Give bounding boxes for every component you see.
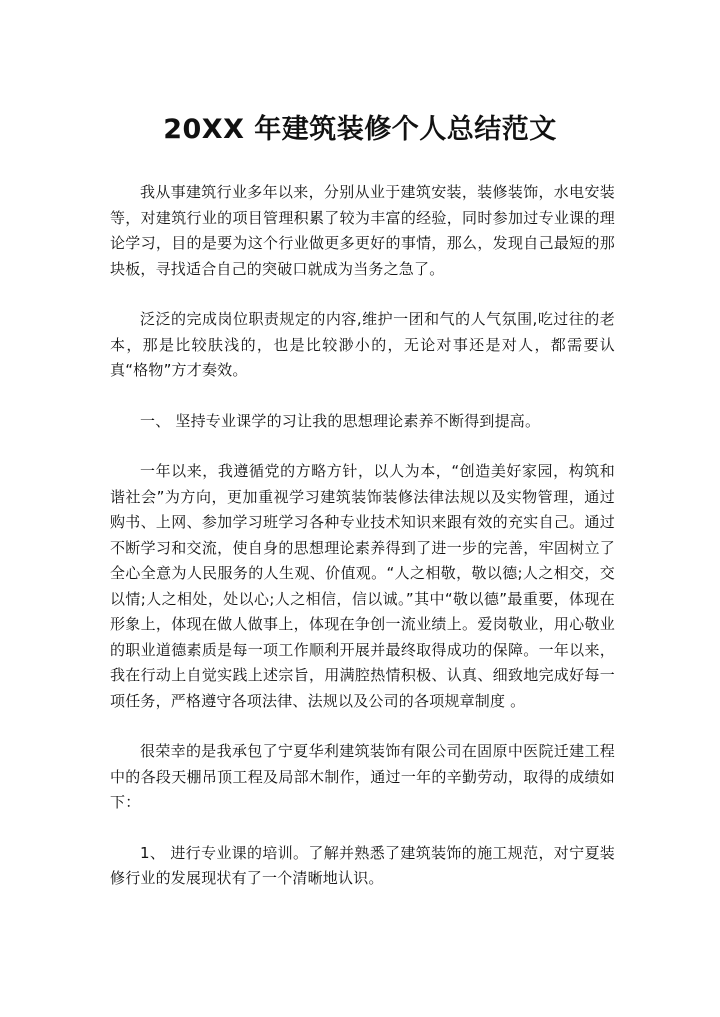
paragraph-intro: 我从事建筑行业多年以来，分别从业于建筑安装，装修装饰，水电安装等，对建筑行业的项目管理积累了较为丰富的经验，同时参加过专业课的理论学习，目的是要为这个行业做更多更好的事情，那么，发现自己最短的那块板，寻找适合自己的突破口就成为当务之急了。 bbox=[110, 183, 615, 278]
list-item-one: 1、 进行专业课的培训。了解并熟悉了建筑装饰的施工规范，对宁夏装修行业的发展现状有了一个清晰地认识。 bbox=[110, 843, 615, 887]
section-heading-one: 一、 坚持专业课学的习让我的思想理论素养不断得到提高。 bbox=[140, 411, 541, 430]
paragraph-project: 很荣幸的是我承包了宁夏华利建筑装饰有限公司在固原中医院迁建工程中的各段天棚吊顶工程及局部木制作，通过一年的辛勤劳动，取得的成绩如下： bbox=[110, 742, 615, 811]
document-body bbox=[110, 180, 615, 917]
paragraph-study: 一年以来，我遵循党的方略方针，以人为本，“创造美好家园，构筑和谐社会”为方向，更加重视学习建筑装饰装修法律法规以及实物管理，通过购书、上网、参加学习班学习各种专业技术知识来跟有效的充实自己。通过不断学习和交流，使自身的思想理论素养得到了进一步的完善，牢固树立了全心全意为人民服务的人生观、价值观。“人之相敬，敬以德;人之相交，交以情;人之相处，处以心;人之相信，信以诚。”其中“敬以德”最重要，体现在形象上，体现在做人做事上，体现在争创一流业绩上。爱岗敬业，用心敬业的职业道德素质是每一项工作顺利开展并最终取得成功的保障。一年以来，我在行动上自觉实践上述宗旨，用满腔热情积极、认真、细致地完成好每一项任务，严格遵守各项法律、法规以及公司的各项规章制度 。 bbox=[110, 462, 615, 710]
document-title: 20XX 年建筑装修个人总结范文 bbox=[163, 114, 557, 145]
paragraph-duty: 泛泛的完成岗位职责规定的内容,维护一团和气的人气氛围,吃过往的老本，那是比较肤浅的，也是比较渺小的，无论对事还是对人，都需要认真“格物”方才奏效。 bbox=[110, 310, 615, 379]
